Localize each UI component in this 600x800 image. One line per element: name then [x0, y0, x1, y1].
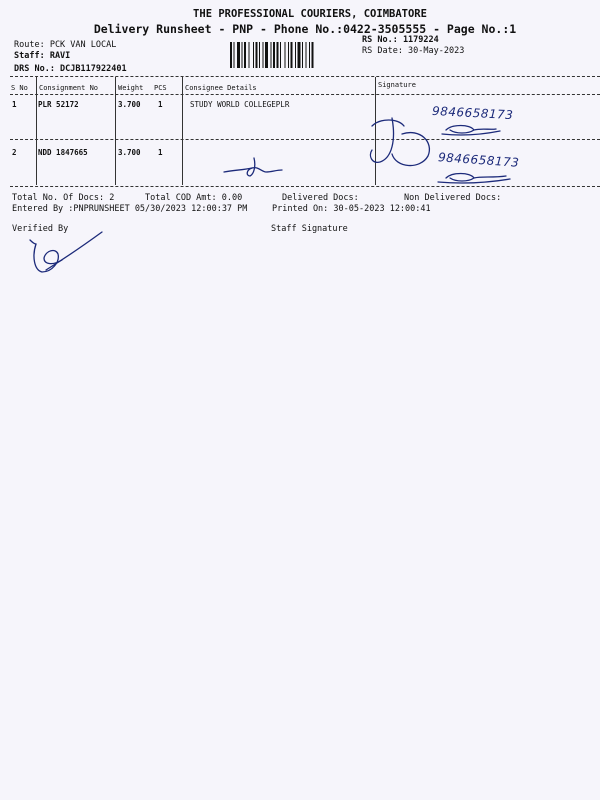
table-cell-pcs: 1	[158, 148, 163, 157]
printed-on: Printed On: 30-05-2023 12:00:41	[272, 204, 431, 214]
handwritten-phone: 9846658173	[431, 103, 514, 123]
table-cell-sno: 2	[12, 148, 17, 157]
entered-by: Entered By :PNPRUNSHEET 05/30/2023 12:00:37 PM	[12, 204, 248, 214]
table-cell-consignment: PLR 52172	[38, 100, 79, 109]
col-header-pcs: PCS	[154, 84, 167, 92]
total-cod-amount: Total COD Amt: 0.00	[145, 193, 243, 203]
rs-date: RS Date: 30-May-2023	[362, 46, 465, 56]
staff-signature-label: Staff Signature	[271, 224, 348, 234]
table-cell-sno: 1	[12, 100, 17, 109]
col-header-sno: S No	[11, 84, 28, 92]
rs-number: RS No.: 1179224	[362, 35, 439, 45]
company-title: THE PROFESSIONAL COURIERS, COIMBATORE	[193, 8, 427, 20]
table-cell-pcs: 1	[158, 100, 163, 109]
col-header-weight: Weight	[118, 84, 144, 92]
non-delivered-docs: Non Delivered Docs:	[404, 193, 502, 203]
runsheet-subtitle: Delivery Runsheet - PNP - Phone No.:0422-3505555 - Page No.:1	[93, 22, 517, 36]
table-cell-consignee: STUDY WORLD COLLEGEPLR	[190, 100, 290, 109]
col-header-signature: Signature	[378, 81, 416, 89]
verified-by-label: Verified By	[12, 224, 69, 234]
total-docs: Total No. Of Docs: 2	[12, 193, 115, 203]
drs-number: DRS No.: DCJB117922401	[14, 64, 127, 74]
table-cell-weight: 3.700	[118, 100, 141, 109]
delivered-docs: Delivered Docs:	[282, 193, 359, 203]
table-cell-weight: 3.700	[118, 148, 141, 157]
route-label: Route: PCK VAN LOCAL	[14, 40, 117, 50]
table-cell-consignment: NDD 1847665	[38, 148, 88, 157]
col-header-consignee: Consignee Details	[185, 84, 257, 92]
staff-label: Staff: RAVI	[14, 51, 71, 61]
col-header-consignment: Consignment No	[39, 84, 99, 92]
handwritten-phone: 9846658173	[437, 150, 520, 170]
